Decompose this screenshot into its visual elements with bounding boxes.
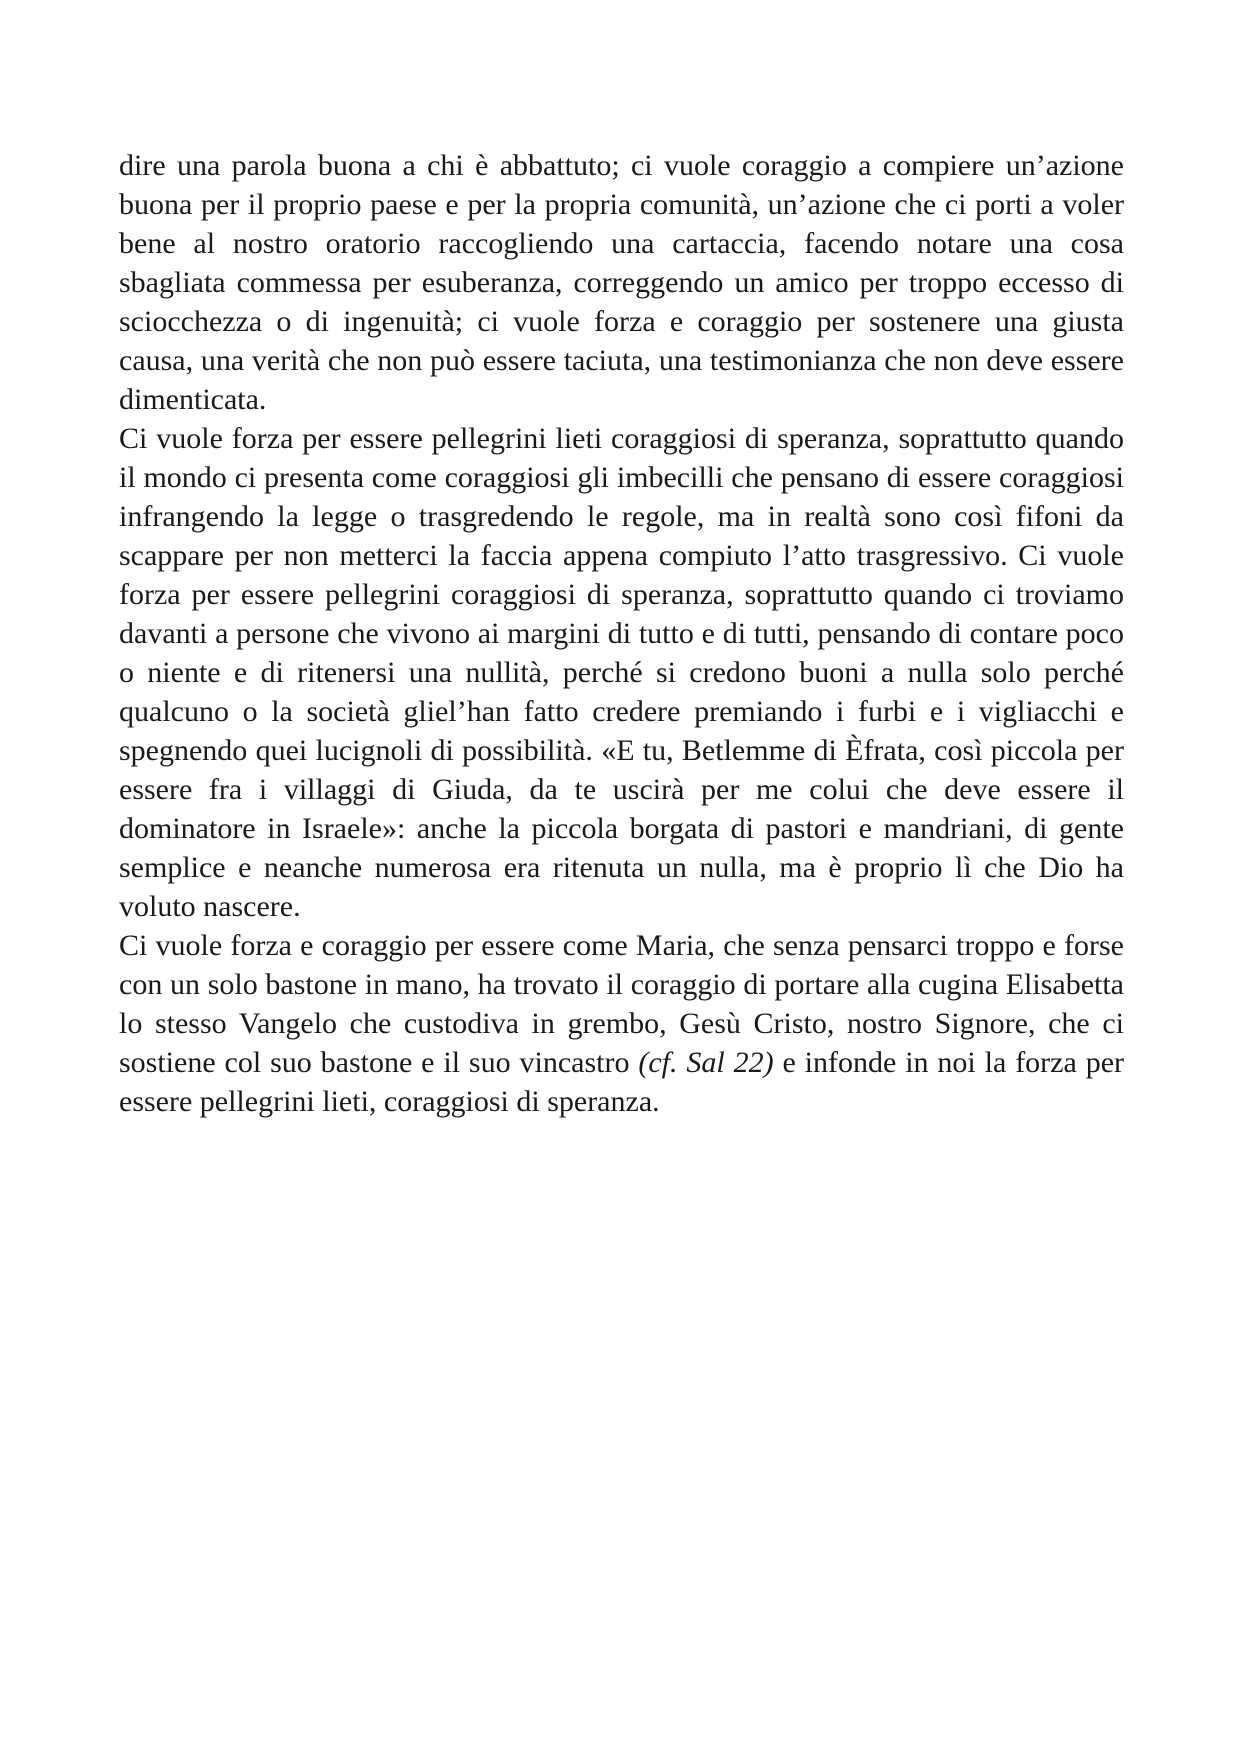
paragraph-3-text-start: Ci vuole forza e coraggio per essere come Maria, che senza pensarci troppo e forse con un solo bastone in mano, ha trovato il coraggio di portare alla cugina Elisabetta lo stesso Vangelo che custodiva in grembo, Gesù Cristo, nostro Signore, che ci sostiene col suo bastone e il suo vincastro [119, 929, 1124, 1079]
paragraph-3 [119, 926, 1124, 1121]
paragraph-2 [119, 419, 1124, 926]
scripture-citation: (cf. Sal 22) [638, 1046, 774, 1079]
paragraph-1 [119, 146, 1124, 419]
paragraph-3-text-end: e infonde in noi la forza per essere pellegrini lieti, coraggiosi di speranza. [119, 1046, 1124, 1118]
paragraph-1-text: dire una parola buona a chi è abbattuto; ci vuole coraggio a compiere un’azione buona per il proprio paese e per la propria comunità, un’azione che ci porti a voler bene al nostro oratorio raccogliendo una cartaccia, facendo notare una cosa sbagliata commessa per esuberanza, correggendo un amico per troppo eccesso di sciocchezza o di ingenuità; ci vuole forza e coraggio per sostenere una giusta causa, una verità che non può essere taciuta, una testimonianza che non deve essere dimenticata. [119, 149, 1124, 416]
paragraph-2-text: Ci vuole forza per essere pellegrini lieti coraggiosi di speranza, soprattutto quando il mondo ci presenta come coraggiosi gli imbecilli che pensano di essere coraggiosi infrangendo la legge o trasgredendo le regole, ma in realtà sono così fifoni da scappare per non metterci la faccia appena compiuto l’atto trasgressivo. Ci vuole forza per essere pellegrini coraggiosi di speranza, soprattutto quando ci troviamo davanti a persone che vivono ai margini di tutto e di tutti, pensando di contare poco o niente e di ritenersi una nullità, perché si credono buoni a nulla solo perché qualcuno o la società gliel’han fatto credere premiando i furbi e i vigliacchi e spegnendo quei lucignoli di possibilità. «E tu, Betlemme di Èfrata, così piccola per essere fra i villaggi di Giuda, da te uscirà per me colui che deve essere il dominatore in Israele»: anche la piccola borgata di pastori e mandriani, di gente semplice e neanche numerosa era ritenuta un nulla, ma è proprio lì che Dio ha voluto nascere. [119, 422, 1124, 923]
body-text [119, 146, 1124, 1121]
